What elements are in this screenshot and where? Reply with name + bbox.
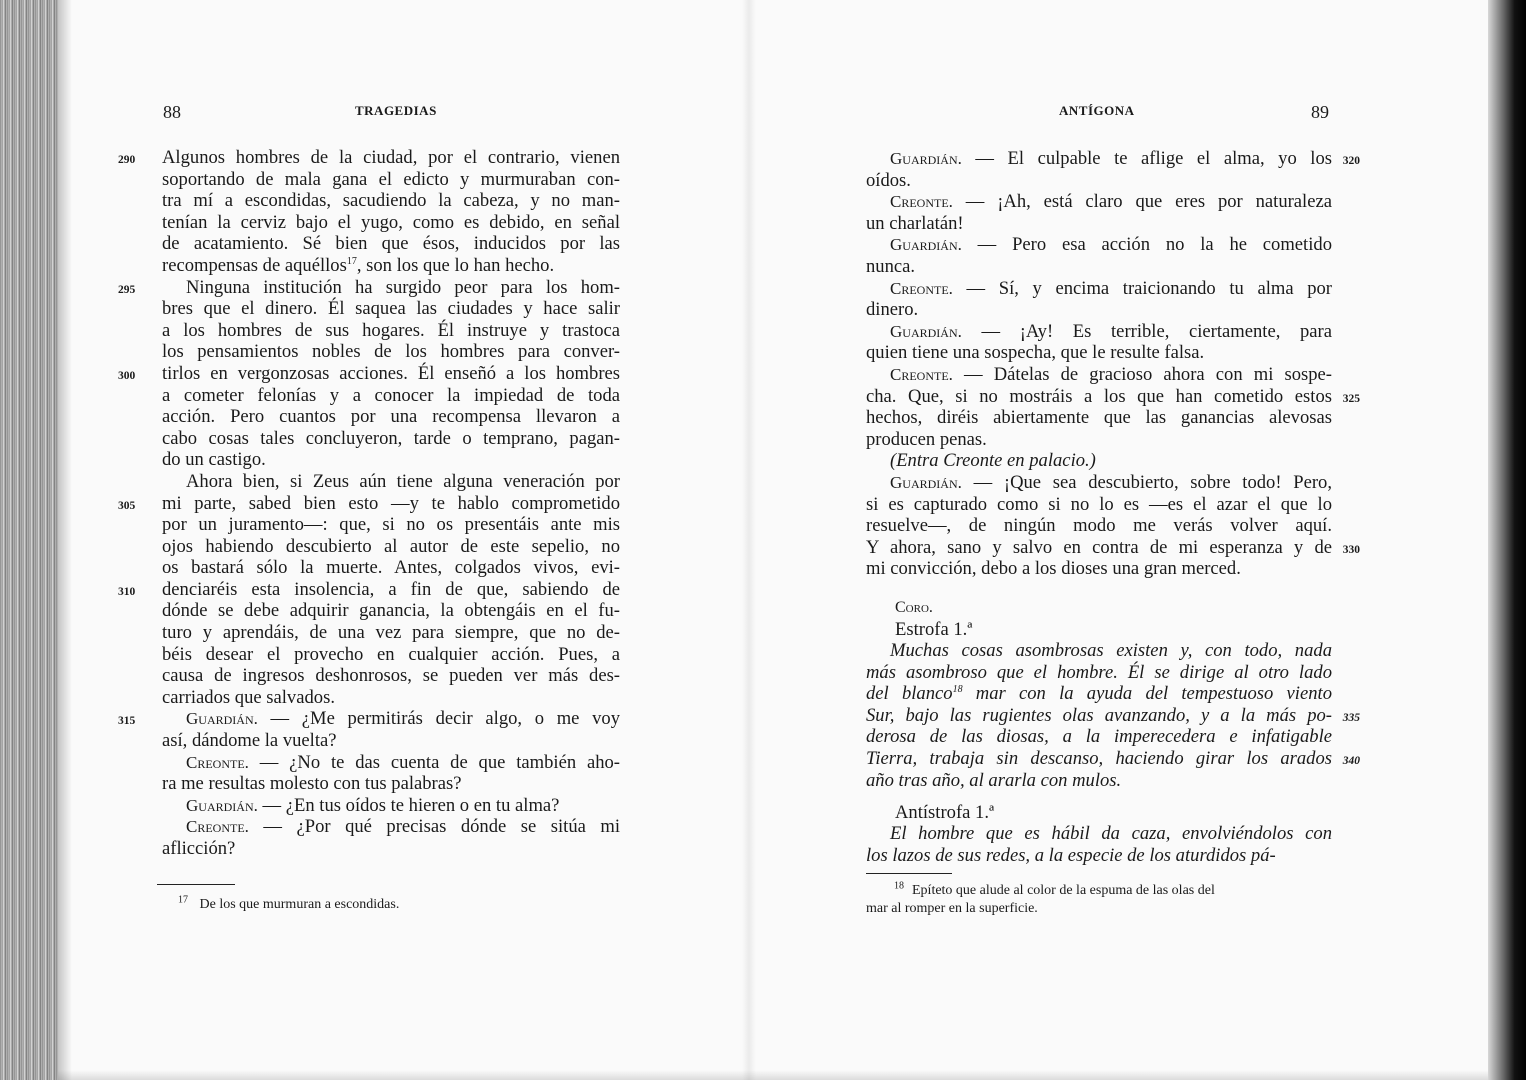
- line-text: producen penas.: [866, 428, 987, 450]
- line-text: — Sí, y encima traicionando tu alma por: [952, 277, 1332, 299]
- line-number: 310: [118, 585, 136, 598]
- line-text: a los hombres de sus hogares. Él instruye y trastoca: [162, 319, 620, 341]
- line-number: 295: [118, 283, 136, 296]
- strophe-title: Estrofa 1.ª: [895, 618, 973, 640]
- line-text: los lazos de sus redes, a la especie de los aturdidos pá-: [866, 844, 1276, 866]
- page-number: 89: [1311, 102, 1329, 122]
- line-text: cabo cosas tales concluyeron, tarde o temprano, pagan-: [162, 427, 620, 449]
- line-text: por un juramento—: que, si no os presentáis ante mis: [162, 514, 620, 536]
- footnote-text: De los que murmuran a escondidas.: [199, 897, 400, 912]
- line-text: resuelve—, de ningún modo me verás volver aquí.: [866, 515, 1332, 537]
- speaker-name: Creonte.: [890, 278, 953, 298]
- page-number: 88: [163, 102, 181, 122]
- text-line: [162, 773, 620, 795]
- line-text: derosa de las diosas, a la imperecedera e infatigable: [866, 726, 1332, 748]
- text-line: [866, 640, 1332, 662]
- text-line: [162, 341, 620, 363]
- line-text: — ¿No te das cuenta de que también aho-: [248, 751, 620, 773]
- line-number: 320: [1342, 155, 1360, 167]
- line-text: tenían la cerviz bajo el yugo, como es debido, en señal: [162, 211, 620, 233]
- text-line: [866, 342, 1332, 364]
- text-line: [162, 320, 620, 342]
- text-line: [866, 213, 1332, 235]
- text-line: [162, 600, 620, 622]
- line-text: Algunos hombres de la ciudad, por el contrario, vienen: [162, 147, 620, 168]
- line-text: — ¿En tus oídos te hieren o en tu alma?: [257, 794, 560, 816]
- line-text: si es capturado como si no lo es —es el azar el que lo: [866, 493, 1332, 515]
- line-text: os bastará sólo la muerte. Antes, colgados vivos, evi-: [162, 557, 620, 579]
- text-line: [866, 747, 1360, 770]
- text-line: [162, 255, 620, 277]
- text-line: [162, 752, 620, 774]
- text-line: [866, 472, 1332, 494]
- line-text: los pensamientos nobles de los hombres para conver-: [162, 341, 620, 363]
- text-line: [866, 407, 1332, 429]
- text-line: [162, 385, 620, 407]
- speaker-name: Guardián.: [186, 795, 258, 815]
- line-text: — Dátelas de gracioso ahora con mi sospe-: [952, 363, 1332, 385]
- line-text: — Pero esa acción no la he cometido: [961, 234, 1332, 256]
- line-number: 330: [1342, 543, 1360, 556]
- line-text: — ¡Que sea descubierto, sobre todo! Pero,: [961, 471, 1332, 493]
- text-line: [866, 558, 1332, 580]
- line-number: 325: [1342, 392, 1360, 405]
- text-line: [162, 795, 620, 817]
- line-text: béis desear el provecho en cualquier acción. Pues, a: [162, 643, 620, 665]
- text-line: [162, 212, 620, 234]
- text-line: [866, 536, 1360, 559]
- text-line: [162, 471, 620, 493]
- footnote-rule: [866, 873, 952, 874]
- running-head: TRAGEDIAS: [355, 103, 437, 118]
- antistrophe-heading: [895, 802, 1335, 824]
- line-text: , son los que lo han hecho.: [356, 254, 555, 276]
- stage-direction: (Entra Creonte en palacio.): [890, 450, 1096, 472]
- book-edge-right: [1488, 0, 1526, 1080]
- line-text: carriados que salvados.: [162, 686, 335, 708]
- speaker-name: Guardián.: [890, 235, 962, 255]
- text-line: [866, 299, 1332, 321]
- line-text: denciaréis esta insolencia, a fin de que, sabiendo de: [162, 578, 620, 600]
- line-text: Sur, bajo las rugientes olas avanzando, y a la más po-: [866, 704, 1332, 726]
- line-text: de acatamiento. Sé bien que ésos, inducidos por las: [162, 233, 620, 255]
- text-line: [118, 708, 620, 730]
- text-line: [866, 726, 1332, 748]
- footnote-rule: [157, 884, 235, 885]
- line-text: oídos.: [866, 169, 911, 191]
- antistrophe-text: [866, 823, 1332, 866]
- line-text: Tierra, trabaja sin descanso, haciendo girar los arados: [866, 747, 1332, 769]
- text-line: [162, 428, 620, 450]
- line-text: Muchas cosas asombrosas existen y, con todo, nada: [890, 640, 1332, 661]
- text-line: [162, 838, 620, 860]
- line-text: hechos, diréis abiertamente que las ganancias alevosas: [866, 407, 1332, 429]
- text-line: [866, 256, 1332, 278]
- line-text: turo y aprendáis, de una vez para siempre, que no de-: [162, 622, 620, 644]
- text-line: [118, 578, 620, 601]
- speaker-name: Creonte.: [890, 192, 953, 212]
- line-number: 335: [1342, 711, 1360, 724]
- text-line: [162, 449, 620, 471]
- text-line: [866, 683, 1332, 705]
- line-text: El hombre que es hábil da caza, envolviéndolos con: [890, 823, 1332, 844]
- text-line: [118, 276, 620, 299]
- text-line: [866, 515, 1332, 537]
- line-number: 305: [118, 499, 136, 512]
- line-text: tra mí a escondidas, sacudiendo la cabeza, y no man-: [162, 190, 620, 212]
- footnote: [178, 896, 399, 914]
- text-line: [866, 450, 1332, 472]
- running-head: ANTÍGONA: [1059, 103, 1135, 118]
- text-line: [162, 406, 620, 428]
- line-text: recompensas de aquéllos: [162, 254, 347, 276]
- text-line: [162, 687, 620, 709]
- text-line: [866, 191, 1332, 213]
- speaker-name: Creonte.: [186, 817, 249, 837]
- text-line: [162, 233, 620, 255]
- text-line: [162, 622, 620, 644]
- line-text: a cometer felonías y a conocer la impiedad de toda: [162, 384, 620, 406]
- line-text: — El culpable te aflige el alma, yo los: [961, 148, 1332, 169]
- line-text: bres que el dinero. Él saquea las ciudades y hace salir: [162, 298, 620, 320]
- line-text: mi parte, sabed bien esto —y te hablo comprometido: [162, 492, 620, 514]
- line-number: 290: [118, 154, 136, 166]
- line-text: nunca.: [866, 255, 916, 277]
- footnote-number: 17: [178, 894, 188, 906]
- line-text: — ¿Por qué precisas dónde se sitúa mi: [248, 816, 620, 838]
- text-line: [866, 770, 1332, 792]
- line-text: — ¿Me permitirás decir algo, o me voy: [257, 708, 620, 730]
- text-line: [162, 816, 620, 838]
- right-dialogue-text: [866, 148, 1360, 580]
- line-number: 300: [118, 369, 136, 382]
- text-line: [866, 704, 1360, 727]
- text-line: [162, 190, 620, 212]
- line-text: Ahora bien, si Zeus aún tiene alguna veneración por: [186, 470, 620, 492]
- text-line: [162, 557, 620, 579]
- chorus-heading: [895, 597, 1335, 640]
- text-line: [162, 730, 620, 752]
- text-line: [866, 385, 1360, 408]
- line-number: 315: [118, 715, 136, 728]
- text-line: [866, 823, 1332, 845]
- line-text: — ¡Ay! Es terrible, ciertamente, para: [961, 320, 1332, 342]
- text-line: [866, 278, 1332, 300]
- text-line: [162, 169, 620, 191]
- book-binding-left: [0, 0, 58, 1080]
- footnote-number: 18: [894, 880, 904, 892]
- text-line: [866, 429, 1332, 451]
- line-text: tirlos en vergonzosas acciones. Él enseñó a los hombres: [162, 362, 620, 384]
- footnote-ref: 18: [952, 684, 963, 695]
- speaker-name: Guardián.: [890, 149, 962, 168]
- strophe-text: [866, 640, 1360, 791]
- text-line: [866, 662, 1332, 684]
- footnote-text: Epíteto que alude al color de la espuma de las olas del: [912, 883, 1215, 898]
- line-text: dónde se debe adquirir ganancia, la obtengáis en el fu-: [162, 600, 620, 622]
- line-number: 340: [1342, 754, 1360, 767]
- speaker-name: Guardián.: [890, 472, 962, 492]
- line-text: ra me resultas molesto con tus palabras?: [162, 773, 462, 795]
- text-line: [118, 362, 620, 385]
- text-line: [162, 644, 620, 666]
- line-text: cha. Que, si no mostráis a los que han cometido estos: [866, 385, 1332, 407]
- speaker-name: Creonte.: [186, 752, 249, 772]
- line-text: ojos habiendo descubierto al autor de este sepelio, no: [162, 535, 620, 557]
- text-line: [162, 536, 620, 558]
- footnote-text-2: mar al romper en la superficie.: [866, 901, 1038, 916]
- page-bottom-shade: [58, 1070, 1488, 1080]
- text-line: [162, 298, 620, 320]
- text-line: [866, 234, 1332, 256]
- line-text: dinero.: [866, 299, 919, 321]
- chorus-label: Coro.: [895, 599, 933, 616]
- line-text: soportando de mala gana el edicto y murmuraban con-: [162, 168, 620, 190]
- antistrophe-title: Antístrofa 1.ª: [895, 802, 995, 823]
- line-text: año tras año, al ararla con mulos.: [866, 769, 1122, 791]
- line-text: quien tiene una sospecha, que le resulte falsa.: [866, 342, 1205, 364]
- line-text: Ninguna institución ha surgido peor para los hom-: [186, 276, 620, 298]
- line-text: — ¡Ah, está claro que eres por naturaleza: [952, 191, 1332, 213]
- footnote-ref: 17: [346, 255, 357, 267]
- text-line: [866, 170, 1332, 192]
- line-text: así, dándome la vuelta?: [162, 730, 337, 752]
- text-line: [866, 494, 1332, 516]
- line-text: do un castigo.: [162, 449, 266, 471]
- text-line: [118, 147, 620, 169]
- text-line: [162, 514, 620, 536]
- text-line: [866, 845, 1332, 867]
- line-text: mi convicción, debo a los dioses una gran merced.: [866, 558, 1241, 580]
- footnote: [866, 882, 1336, 918]
- text-line: [866, 148, 1360, 170]
- text-line: [866, 364, 1332, 386]
- book-gutter: [742, 0, 756, 1080]
- line-text: causa de ingresos deshonrosos, se pueden ver más des-: [162, 665, 620, 687]
- speaker-name: Guardián.: [186, 709, 258, 729]
- text-line: [162, 665, 620, 687]
- speaker-name: Guardián.: [890, 321, 962, 341]
- line-text: más asombroso que el hombre. Él se dirige al otro lado: [866, 661, 1332, 683]
- line-text: acción. Pero cuantos por una recompensa llevaron a: [162, 406, 620, 428]
- left-body-text: [118, 147, 620, 860]
- line-text: del blanco: [866, 683, 953, 705]
- speaker-name: Creonte.: [890, 364, 953, 384]
- line-text: aflicción?: [162, 838, 236, 859]
- line-text: mar con la ayuda del tempestuoso viento: [962, 683, 1332, 705]
- line-text: Y ahora, sano y salvo en contra de mi esperanza y de: [866, 536, 1332, 558]
- line-text: un charlatán!: [866, 212, 964, 234]
- text-line: [118, 492, 620, 515]
- text-line: [866, 321, 1332, 343]
